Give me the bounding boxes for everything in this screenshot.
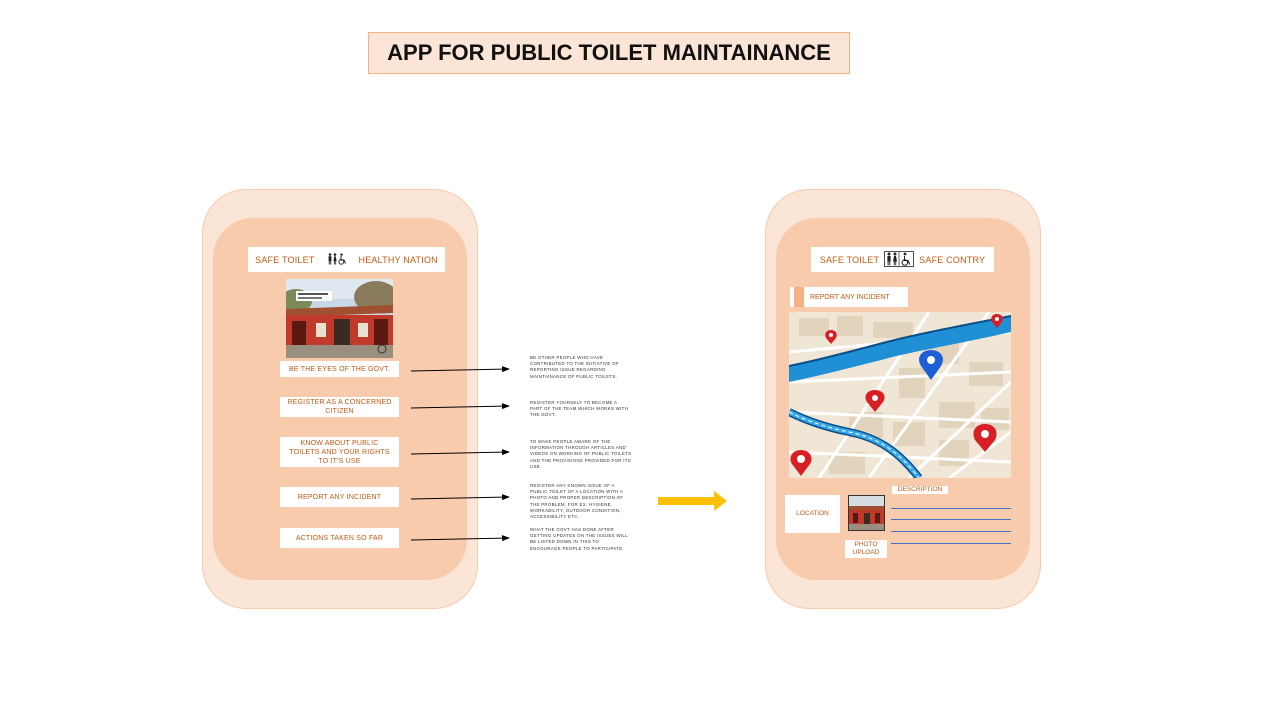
menu-button-actions-taken[interactable]: ACTIONS TAKEN SO FAR bbox=[280, 528, 399, 548]
menu-button-be-the-eyes[interactable]: BE THE EYES OF THE GOVT. bbox=[280, 361, 399, 377]
header-left-label: SAFE TOILET bbox=[819, 254, 880, 265]
arrow-5 bbox=[411, 538, 509, 540]
description-label: DESCRIPTION bbox=[892, 486, 948, 494]
arrow-1 bbox=[411, 369, 509, 371]
right-app-header bbox=[811, 247, 994, 272]
arrow-2 bbox=[411, 406, 509, 408]
description-input-line-2[interactable] bbox=[891, 519, 1011, 520]
description-2: REGISTER YOURSELF TO BECOME A PART OF THE TEAM WHICH WORKS WITH THE GOVT. bbox=[530, 400, 629, 418]
description-input-line-1[interactable] bbox=[891, 508, 1011, 509]
location-field[interactable]: LOCATION bbox=[785, 495, 840, 533]
transition-arrow bbox=[658, 489, 730, 513]
photo-upload-button[interactable]: PHOTO UPLOAD bbox=[845, 540, 887, 558]
arrow-3 bbox=[411, 452, 509, 454]
page-title: APP FOR PUBLIC TOILET MAINTAINANCE bbox=[368, 32, 850, 74]
description-5: WHAT THE GOVT HAS DONE AFTER GETTING UPDATES ON THE ISSUES WILL BE LISTED DOWN IN THIS TO ENCOURAGE PEOPLE TO PARTICIPATE. bbox=[530, 527, 628, 551]
description-3: TO MAKE PEOPLE AWARE OF THE INFORMATION THROUGH ARTICLES AND VIDEOS ON WORKING OF PUBLIC TOILETS AND THE PROVISIONS PROVIDED FOR ITS USE. bbox=[530, 439, 632, 469]
description-input-line-4[interactable] bbox=[891, 543, 1011, 544]
city-map-with-location-pins[interactable] bbox=[789, 312, 1011, 478]
description-4: REGISTER ANY KNOWN ISSUE OF A PUBLIC TOILET OF A LOCATION WITH A PHOTO AND PROPER DESCRIPTION OF THE PROBLEM, FOR EX. HYGIENE, WORKABILITY, OUTDOOR CONDITION, ACCESSIBILITY ETC. bbox=[530, 483, 624, 520]
menu-button-register[interactable]: REGISTER AS A CONCERNED CITIZEN bbox=[280, 397, 399, 417]
section-title: REPORT ANY INCIDENT bbox=[810, 293, 890, 301]
section-title-accent bbox=[794, 287, 804, 307]
arrow-4 bbox=[411, 497, 509, 499]
uploaded-photo-thumbnail bbox=[848, 495, 885, 531]
header-left-label: SAFE TOILET bbox=[255, 254, 315, 265]
header-right-label: HEALTHY NATION bbox=[358, 254, 438, 265]
header-right-label: SAFE CONTRY bbox=[919, 254, 986, 265]
description-input-line-3[interactable] bbox=[891, 531, 1011, 532]
menu-button-report-incident[interactable]: REPORT ANY INCIDENT bbox=[280, 487, 399, 507]
toilet-accessibility-icon bbox=[884, 251, 914, 269]
description-1: BE OTHER PEOPLE WHO HAVE CONTRIBUTED TO THE INITIATIVE OF REPORTING ISSUE REGARDING MAINTAINANCE OF PUBLIC TOILETS. bbox=[530, 355, 619, 379]
section-title-bar bbox=[790, 287, 908, 307]
menu-button-know-about-toilets[interactable]: KNOW ABOUT PUBLIC TOILETS AND YOUR RIGHTS TO IT'S USE bbox=[280, 437, 399, 467]
